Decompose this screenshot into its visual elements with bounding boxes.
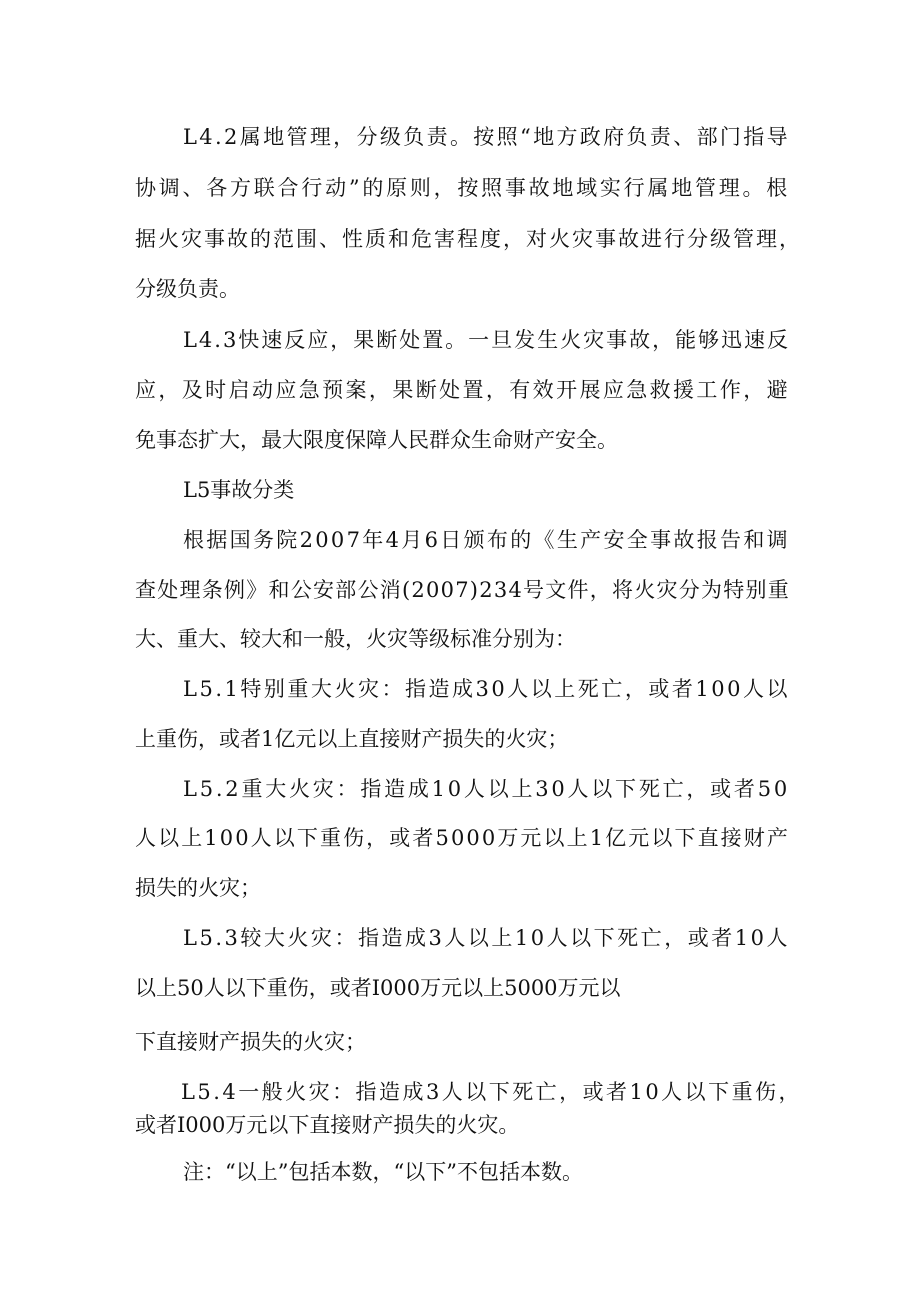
paragraph-line: 下直接财产损失的火灾； — [135, 1030, 366, 1054]
paragraph-line: 根据国务院2007年4月6日颁布的《生产安全事故报告和调 — [183, 528, 790, 552]
paragraph-line: L5.4一般火灾：指造成3人以下死亡，或者10人以下重伤， — [181, 1080, 802, 1104]
paragraph-line: 损失的火灾； — [135, 876, 261, 900]
paragraph-line: 免事态扩大，最大限度保障人民群众生命财产安全。 — [135, 428, 618, 452]
paragraph-line: 大、重大、较大和一般，火灾等级标准分别为： — [135, 627, 576, 651]
paragraph-line: L4.3快速反应，果断处置。一旦发生火灾事故，能够迅速反 — [183, 328, 790, 352]
paragraph-line: 应，及时启动应急预案，果断处置，有效开展应急救援工作，避 — [135, 378, 790, 402]
paragraph-line: 上重伤，或者1亿元以上直接财产损失的火灾； — [135, 727, 569, 751]
paragraph-line: L5.3较大火灾：指造成3人以上10人以下死亡，或者10人 — [183, 926, 790, 950]
note-line: 注：“以上”包括本数，“以下”不包括本数。 — [183, 1160, 583, 1184]
paragraph-line: L5.2重大火灾：指造成10人以上30人以下死亡，或者50 — [183, 777, 790, 801]
paragraph-line: 协调、各方联合行动”的原则，按照事故地域实行属地管理。根 — [135, 176, 790, 200]
paragraph-line: L4.2属地管理，分级负责。按照“地方政府负责、部门指导 — [183, 125, 790, 149]
paragraph-line: 以上50人以下重伤，或者I000万元以上5000万元以 — [135, 976, 621, 1000]
paragraph-line: L5.1特别重大火灾：指造成30人以上死亡，或者100人以 — [183, 677, 790, 701]
paragraph-line: 分级负责。 — [135, 277, 240, 301]
paragraph-line: 据火灾事故的范围、性质和危害程度，对火灾事故进行分级管理， — [135, 227, 802, 251]
section-heading: L5事故分类 — [183, 478, 295, 502]
paragraph-line: 或者I000万元以下直接财产损失的火灾。 — [135, 1113, 520, 1137]
paragraph-line: 人以上100人以下重伤，或者5000万元以上1亿元以下直接财产 — [135, 826, 790, 850]
paragraph-line: 查处理条例》和公安部公消(2007)234号文件，将火灾分为特别重 — [135, 578, 790, 602]
